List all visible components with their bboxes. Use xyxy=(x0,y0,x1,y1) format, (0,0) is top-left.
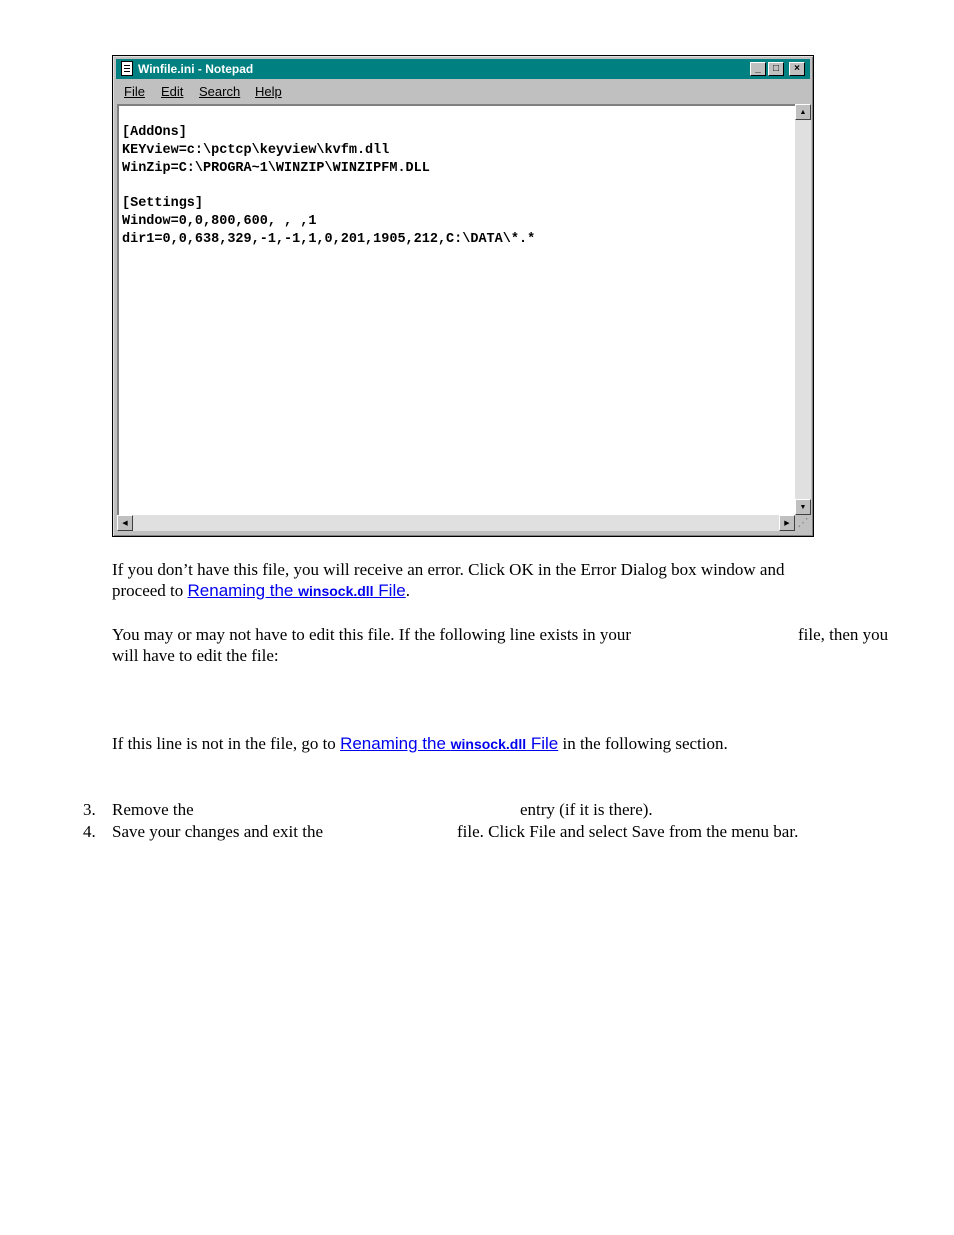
minimize-button[interactable]: _ xyxy=(750,62,766,76)
paragraph-line: You may or may not have to edit this file. If the following line exists in your file, then you xyxy=(112,625,889,644)
step-text: file. Click File and select Save from the menu bar. xyxy=(457,822,799,841)
scroll-up-icon[interactable]: ▲ xyxy=(795,104,811,120)
renaming-winsock-link[interactable]: Renaming the winsock.dll File xyxy=(187,581,406,600)
paragraph-edit-file xyxy=(112,624,889,666)
notepad-icon xyxy=(121,61,133,76)
paragraph-line-absent: If this line is not in the file, go to Renaming the winsock.dll File in the following section. xyxy=(112,734,728,753)
menu-search[interactable]: Search xyxy=(199,84,241,99)
step-text: Save your changes and exit the xyxy=(112,822,324,841)
paragraph-line: If you don’t have this file, you will receive an error. Click OK in the Error Dialog box window and xyxy=(112,560,785,579)
menu-edit[interactable]: Edit xyxy=(161,84,184,99)
renaming-winsock-link[interactable]: Renaming the winsock.dll File xyxy=(340,734,559,753)
step-number: 3. xyxy=(83,800,96,819)
paragraph-line: will have to edit the file: xyxy=(112,646,279,665)
scroll-left-icon[interactable]: ◀ xyxy=(117,515,133,531)
menu-bar xyxy=(116,81,810,103)
horizontal-scrollbar[interactable] xyxy=(117,515,795,531)
title-bar[interactable] xyxy=(116,59,810,79)
vertical-scrollbar[interactable] xyxy=(795,104,811,515)
resize-grip-icon[interactable]: ⋰ xyxy=(795,515,811,531)
text-editor[interactable] xyxy=(117,104,795,515)
paragraph-line: proceed to Renaming the winsock.dll File. xyxy=(112,581,410,600)
close-button[interactable]: × xyxy=(789,62,805,76)
window-title: Winfile.ini - Notepad xyxy=(138,62,254,76)
file-content[interactable]: [AddOns] KEYview=c:\pctcp\keyview\kvfm.dll WinZip=C:\PROGRA~1\WINZIP\WINZIPFM.DLL [Settings] Window=0,0,800,600, , ,1 dir1=0,0,638,329,-1,-1,1,0,201,1905,212,C:\DATA\*.* xyxy=(122,125,536,247)
menu-help[interactable]: Help xyxy=(255,84,282,99)
scroll-right-icon[interactable]: ▶ xyxy=(779,515,795,531)
paragraph-missing-file xyxy=(112,559,784,602)
scroll-down-icon[interactable]: ▼ xyxy=(795,499,811,515)
maximize-button[interactable]: □ xyxy=(768,62,784,76)
step-text: entry (if it is there). xyxy=(520,800,653,819)
step-number: 4. xyxy=(83,822,96,841)
menu-file[interactable]: File xyxy=(124,84,145,99)
step-text: Remove the xyxy=(112,800,194,819)
notepad-window xyxy=(112,55,814,537)
